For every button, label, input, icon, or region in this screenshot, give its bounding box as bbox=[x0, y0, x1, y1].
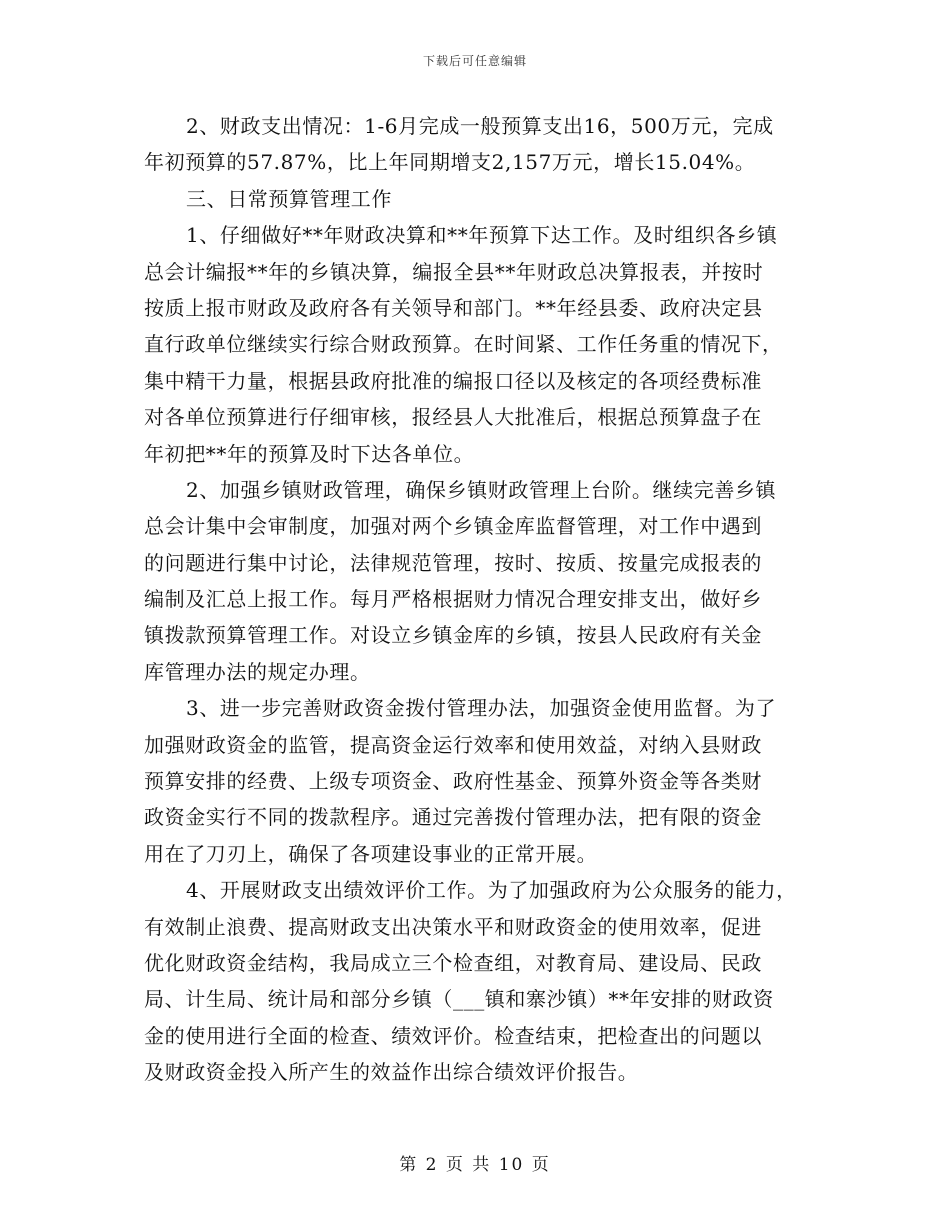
page-number: 第 2 页 共 10 页 bbox=[399, 1155, 551, 1175]
text-line: 优化财政资金结构，我局成立三个检查组，对教育局、建设局、民政 bbox=[144, 950, 762, 975]
text-line: 2、加强乡镇财政管理，确保乡镇财政管理上台阶。继续完善乡镇 bbox=[186, 477, 777, 502]
document-body bbox=[144, 108, 824, 1091]
text-line: 镇拨款预算管理工作。对设立乡镇金库的乡镇，按县人民政府有关金 bbox=[144, 623, 762, 648]
text-line: 用在了刀刃上，确保了各项建设事业的正常开展。 bbox=[144, 841, 598, 866]
text-line: 有效制止浪费、提高财政支出决策水平和财政资金的使用效率，促进 bbox=[144, 914, 762, 939]
text-line: 的问题进行集中讨论，法律规范管理，按时、按质、按量完成报表的 bbox=[144, 550, 762, 575]
text-line: 1、仔细做好**年财政决算和**年预算下达工作。及时组织各乡镇 bbox=[186, 223, 778, 248]
text-line: 直行政单位继续实行综合财政预算。在时间紧、工作任务重的情况下， bbox=[144, 332, 783, 357]
text-line: 库管理办法的规定办理。 bbox=[144, 659, 371, 684]
text-line: 按质上报市财政及政府各有关领导和部门。**年经县委、政府决定县 bbox=[144, 295, 763, 320]
text-line: 预算安排的经费、上级专项资金、政府性基金、预算外资金等各类财 bbox=[144, 769, 762, 794]
text-line: 总会计编报**年的乡镇决算，编报全县**年财政总决算报表，并按时 bbox=[144, 259, 764, 284]
text-line: 对各单位预算进行仔细审核，报经县人大批准后，根据总预算盘子在 bbox=[144, 405, 762, 430]
text-line: 三、日常预算管理工作 bbox=[186, 186, 392, 211]
text-line: 年初把**年的预算及时下达各单位。 bbox=[144, 441, 475, 466]
text-line: 3、进一步完善财政资金拨付管理办法，加强资金使用监督。为了 bbox=[186, 696, 777, 721]
text-line: 4、开展财政支出绩效评价工作。为了加强政府为公众服务的能力， bbox=[186, 878, 797, 903]
text-line: 年初预算的57.87%，比上年同期增支2,157万元，增长15.04%。 bbox=[144, 150, 756, 175]
text-line: 集中精干力量，根据县政府批准的编报口径以及核定的各项经费标准 bbox=[144, 368, 762, 393]
text-line: 总会计集中会审制度，加强对两个乡镇金库监督管理，对工作中遇到 bbox=[144, 514, 762, 539]
text-line: 政资金实行不同的拨款程序。通过完善拨付管理办法，把有限的资金 bbox=[144, 805, 762, 830]
text-line: 局、计生局、统计局和部分乡镇（___镇和寨沙镇）**年安排的财政资 bbox=[144, 987, 774, 1012]
text-line: 及财政资金投入所产生的效益作出综合绩效评价报告。 bbox=[144, 1060, 639, 1085]
text-line: 加强财政资金的监管，提高资金运行效率和使用效益，对纳入县财政 bbox=[144, 732, 762, 757]
text-line: 2、财政支出情况：1-6月完成一般预算支出16，500万元，完成 bbox=[186, 114, 774, 138]
page-header-note: 下载后可任意编辑 bbox=[422, 54, 527, 68]
text-line: 编制及汇总上报工作。每月严格根据财力情况合理安排支出，做好乡 bbox=[144, 587, 762, 612]
text-line: 金的使用进行全面的检查、绩效评价。检查结束，把检查出的问题以 bbox=[144, 1023, 762, 1048]
